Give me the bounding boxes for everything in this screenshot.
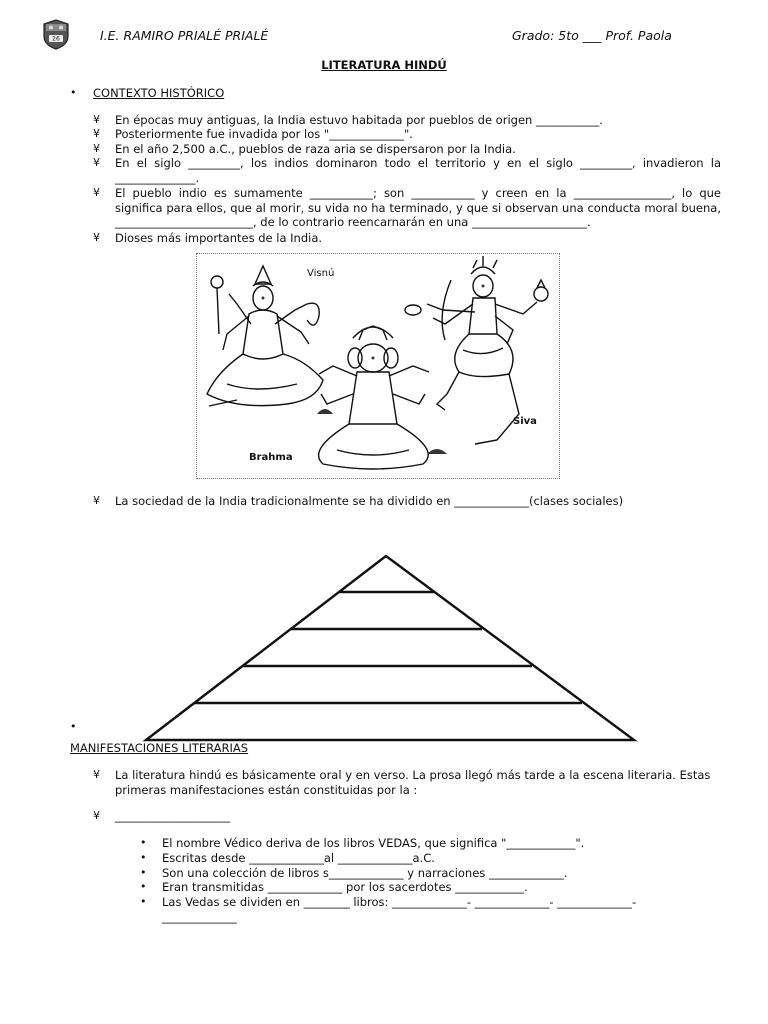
item-marker: ¥: [93, 156, 100, 169]
hindu-gods-drawing: [197, 254, 559, 478]
item-marker: ¥: [93, 186, 100, 199]
vedas-item-4: Eran transmitidas _____________ por los sacerdotes ____________.: [162, 880, 528, 894]
vedas-item-1: El nombre Védico deriva de los libros VEDAS, que significa "____________".: [162, 836, 585, 850]
vedas-item-2: Escritas desde _____________al _____________a.C.: [162, 851, 435, 865]
pyramid-outline: [146, 556, 634, 740]
item-marker: ¥: [93, 494, 100, 507]
sub-bullet: •: [140, 836, 147, 849]
item-marker: ¥: [93, 127, 100, 140]
item-marker: ¥: [93, 113, 100, 126]
social-classes-pyramid: [140, 550, 640, 745]
sub-bullet: •: [140, 851, 147, 864]
pyramid-diagram: [140, 550, 640, 745]
manifestations-blank: ____________________: [115, 809, 230, 823]
manifestations-intro: La literatura hindú es básicamente oral y en verso. La prosa llegó más tarde a la escena literaria. Estas primeras manifestaciones están constituidas por la :: [115, 768, 711, 797]
sub-bullet: •: [140, 895, 147, 908]
item-marker: ¥: [93, 768, 100, 781]
gods-illustration: [196, 253, 560, 479]
context-item-2: Posteriormente fue invadida por los "_____________".: [115, 127, 413, 141]
page-title: LITERATURA HINDÚ: [321, 58, 447, 72]
sub-bullet: •: [140, 866, 147, 879]
school-name: I.E. RAMIRO PRIALÉ PRIALÉ: [100, 28, 269, 43]
section-heading-manifestations: MANIFESTACIONES LITERARIAS: [70, 741, 249, 755]
section-bullet: •: [70, 720, 77, 733]
context-item-6: Dioses más importantes de la India.: [115, 231, 323, 245]
section-bullet: •: [70, 86, 77, 99]
section-heading-context: CONTEXTO HISTÓRICO: [93, 86, 225, 100]
vedas-item-5-continuation: _____________: [162, 910, 237, 924]
context-item-1: En épocas muy antiguas, la India estuvo habitada por pueblos de origen ___________.: [115, 113, 603, 127]
context-item-5: El pueblo indio es sumamente ___________; son ___________ y creen en la _________________, lo que significa para ellos, que al morir, su vida no ha terminado, y que si observan una conducta moral buena, ________________________, de lo contrario reencarnarán en una ____________________.: [115, 186, 721, 229]
context-item-3: En el año 2,500 a.C., pueblos de raza aria se dispersaron por la India.: [115, 142, 516, 156]
crest-icon: [40, 18, 72, 50]
context-item-4: En el siglo _________, los indios dominaron todo el territorio y en el siglo _________, invadieron la ______________.: [115, 156, 721, 185]
item-marker: ¥: [93, 142, 100, 155]
school-crest: [40, 18, 72, 50]
label-siva: Siva: [513, 416, 537, 427]
label-brahma: Brahma: [249, 452, 293, 463]
society-item: La sociedad de la India tradicionalmente se ha dividido en _____________(clases sociales): [115, 494, 624, 508]
label-visnu: Visnú: [307, 268, 335, 279]
vedas-item-3: Son una colección de libros s_____________ y narraciones _____________.: [162, 866, 568, 880]
vedas-item-5: Las Vedas se dividen en ________ libros: _____________- _____________- _____________-: [162, 895, 637, 909]
sub-bullet: •: [140, 880, 147, 893]
item-marker: ¥: [93, 231, 100, 244]
item-marker: ¥: [93, 809, 100, 822]
grade-teacher: Grado: 5to ___ Prof. Paola: [512, 28, 672, 43]
crest-number: 26: [52, 35, 60, 43]
